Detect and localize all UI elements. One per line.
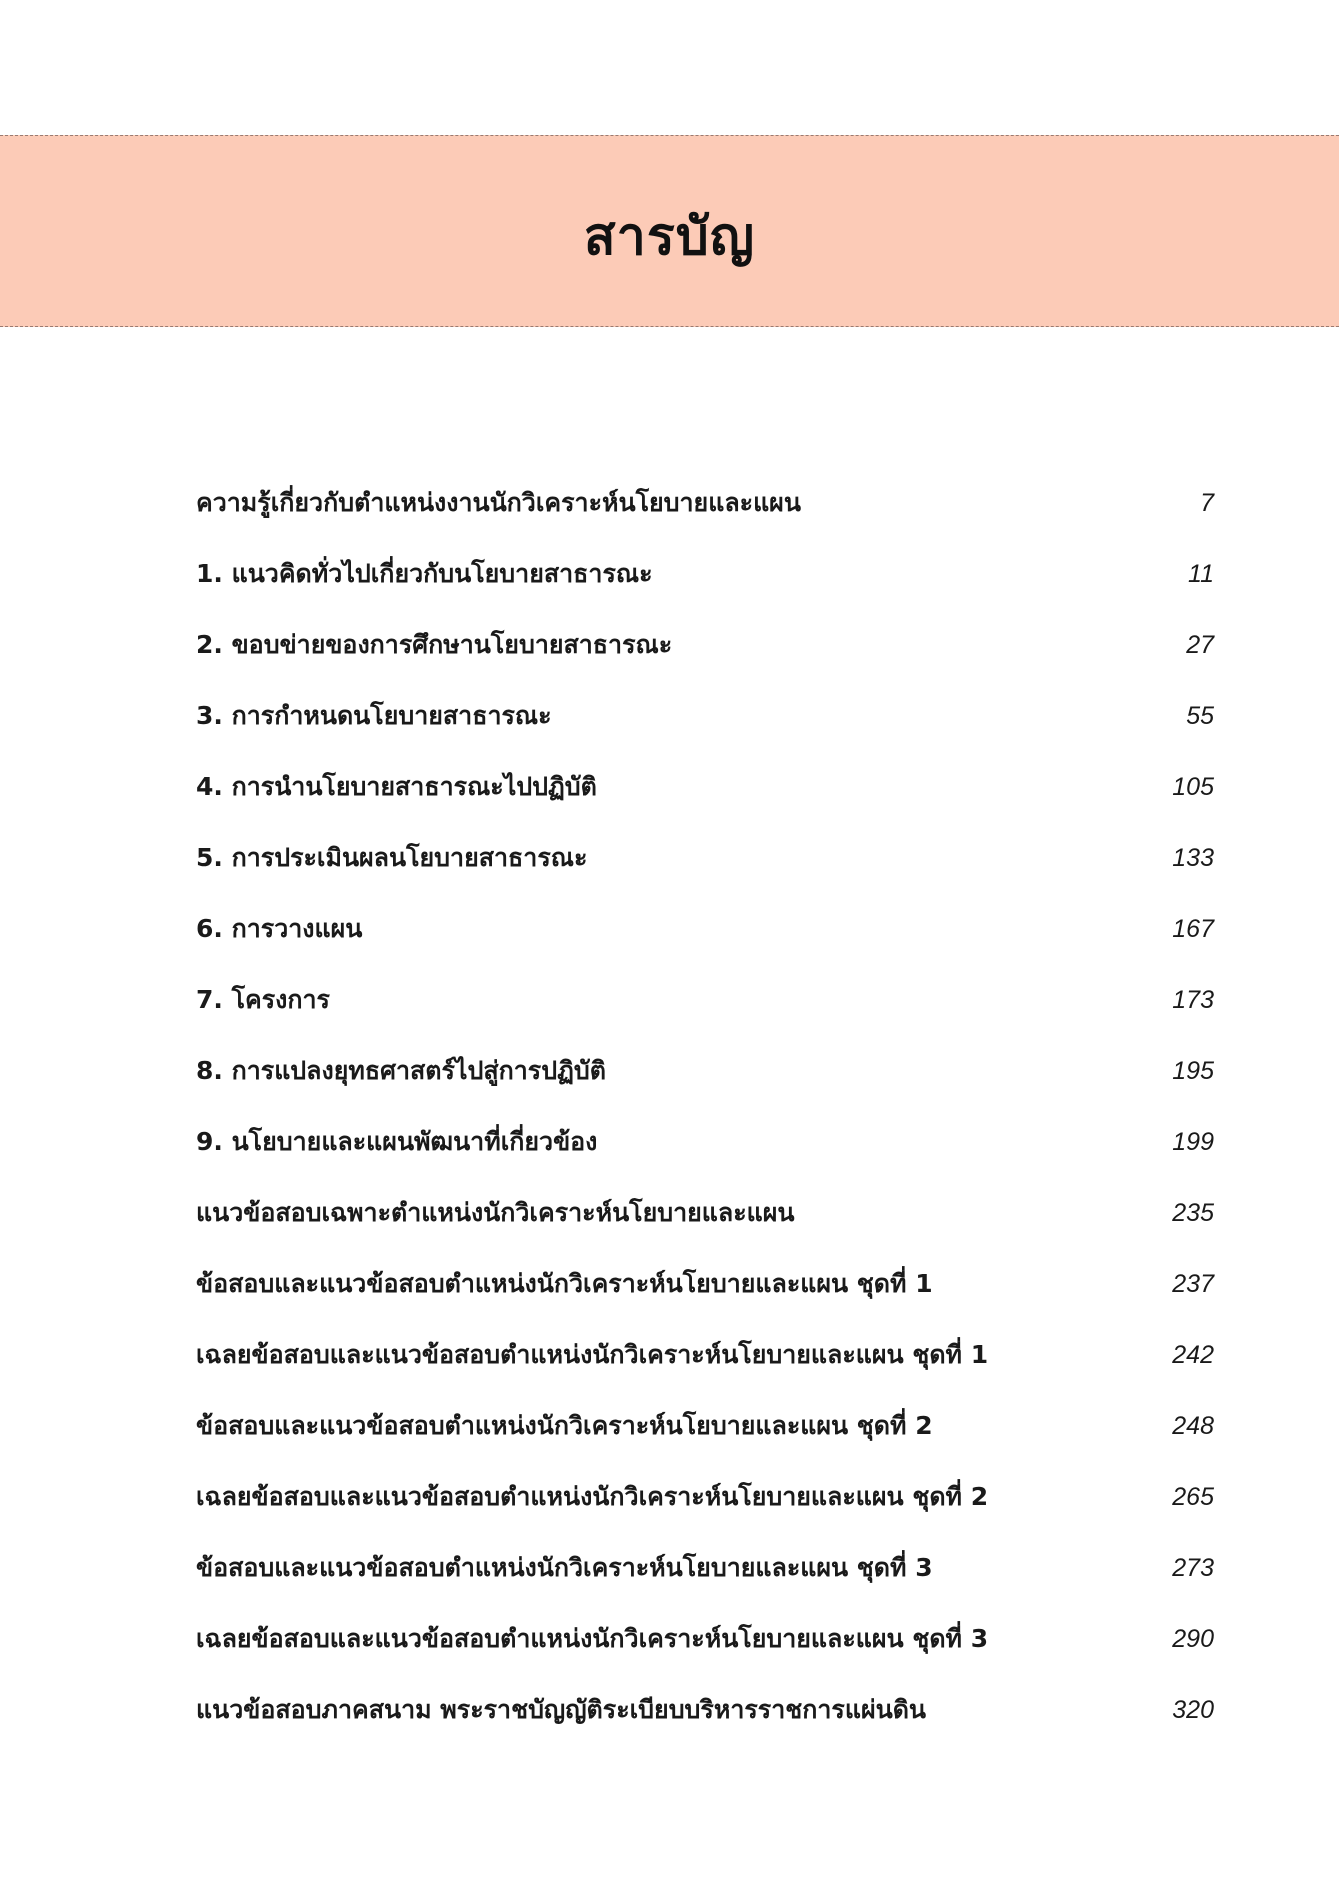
- toc-entry-label: เฉลยข้อสอบและแนวข้อสอบตำแหน่งนักวิเคราะห์นโยบายและแผน ชุดที่ 2: [196, 1482, 989, 1511]
- toc-entry[interactable]: [196, 982, 1214, 1053]
- page-title: สารบัญ: [583, 207, 756, 267]
- toc-entry[interactable]: [196, 1408, 1214, 1479]
- toc-entry-label: เฉลยข้อสอบและแนวข้อสอบตำแหน่งนักวิเคราะห์นโยบายและแผน ชุดที่ 1: [196, 1340, 989, 1369]
- toc-entry-page: 55: [1186, 702, 1214, 730]
- toc-entry-page: 248: [1172, 1412, 1214, 1440]
- toc-entry-page: 7: [1200, 489, 1214, 517]
- toc-entry[interactable]: [196, 485, 1214, 556]
- toc-entry[interactable]: [196, 627, 1214, 698]
- toc-entry-page: 237: [1172, 1270, 1214, 1298]
- toc-entry-label: 3. การกำหนดนโยบายสาธารณะ: [196, 701, 552, 730]
- toc-entry-label: 2. ขอบข่ายของการศึกษานโยบายสาธารณะ: [196, 630, 673, 659]
- toc-entry-page: 235: [1172, 1199, 1214, 1227]
- toc-entry[interactable]: [196, 840, 1214, 911]
- toc-entry[interactable]: [196, 1195, 1214, 1266]
- toc-entry-page: 273: [1172, 1554, 1214, 1582]
- toc-entry[interactable]: [196, 1479, 1214, 1550]
- toc-entry-label: ข้อสอบและแนวข้อสอบตำแหน่งนักวิเคราะห์นโยบายและแผน ชุดที่ 1: [196, 1269, 933, 1298]
- toc-entry[interactable]: [196, 556, 1214, 627]
- toc-entry-page: 242: [1172, 1341, 1214, 1369]
- toc-entry-page: 195: [1172, 1057, 1214, 1085]
- toc-entry-label: ข้อสอบและแนวข้อสอบตำแหน่งนักวิเคราะห์นโยบายและแผน ชุดที่ 2: [196, 1411, 933, 1440]
- toc-entry-label: 5. การประเมินผลนโยบายสาธารณะ: [196, 843, 588, 872]
- toc-entry[interactable]: [196, 769, 1214, 840]
- toc-entry[interactable]: [196, 1053, 1214, 1124]
- toc-entry[interactable]: [196, 911, 1214, 982]
- toc-entry-label: เฉลยข้อสอบและแนวข้อสอบตำแหน่งนักวิเคราะห์นโยบายและแผน ชุดที่ 3: [196, 1624, 989, 1653]
- toc-entry-label: 1. แนวคิดทั่วไปเกี่ยวกับนโยบายสาธารณะ: [196, 559, 653, 588]
- toc-entry[interactable]: [196, 1621, 1214, 1692]
- toc-entry-label: 6. การวางแผน: [196, 914, 363, 943]
- toc-entry-page: 27: [1186, 631, 1214, 659]
- toc-entry-label: 9. นโยบายและแผนพัฒนาที่เกี่ยวข้อง: [196, 1127, 598, 1156]
- toc-entry-page: 265: [1172, 1483, 1214, 1511]
- toc-entry-page: 290: [1172, 1625, 1214, 1653]
- toc-entry[interactable]: [196, 1124, 1214, 1195]
- toc-entry-label: ข้อสอบและแนวข้อสอบตำแหน่งนักวิเคราะห์นโยบายและแผน ชุดที่ 3: [196, 1553, 933, 1582]
- toc-entry-page: 167: [1172, 915, 1214, 943]
- toc-entry-page: 11: [1188, 560, 1214, 588]
- toc-entry[interactable]: [196, 1337, 1214, 1408]
- toc-entry[interactable]: [196, 1550, 1214, 1621]
- toc-entry-label: แนวข้อสอบเฉพาะตำแหน่งนักวิเคราะห์นโยบายและแผน: [196, 1198, 795, 1227]
- toc-entry-page: 199: [1172, 1128, 1214, 1156]
- toc-entry-label: แนวข้อสอบภาคสนาม พระราชบัญญัติระเบียบบริหารราชการแผ่นดิน: [196, 1695, 927, 1724]
- toc-entry[interactable]: [196, 1692, 1214, 1763]
- toc-entry-page: 173: [1172, 986, 1214, 1014]
- table-of-contents: [196, 485, 1214, 1763]
- toc-entry-page: 105: [1172, 773, 1214, 801]
- toc-entry-page: 320: [1172, 1696, 1214, 1724]
- toc-entry[interactable]: [196, 698, 1214, 769]
- toc-entry[interactable]: [196, 1266, 1214, 1337]
- toc-entry-page: 133: [1172, 844, 1214, 872]
- toc-entry-label: 4. การนำนโยบายสาธารณะไปปฏิบัติ: [196, 772, 597, 801]
- toc-entry-label: 7. โครงการ: [196, 985, 330, 1014]
- toc-entry-label: ความรู้เกี่ยวกับตำแหน่งงานนักวิเคราะห์นโยบายและแผน: [196, 488, 801, 517]
- toc-entry-label: 8. การแปลงยุทธศาสตร์ไปสู่การปฏิบัติ: [196, 1056, 606, 1085]
